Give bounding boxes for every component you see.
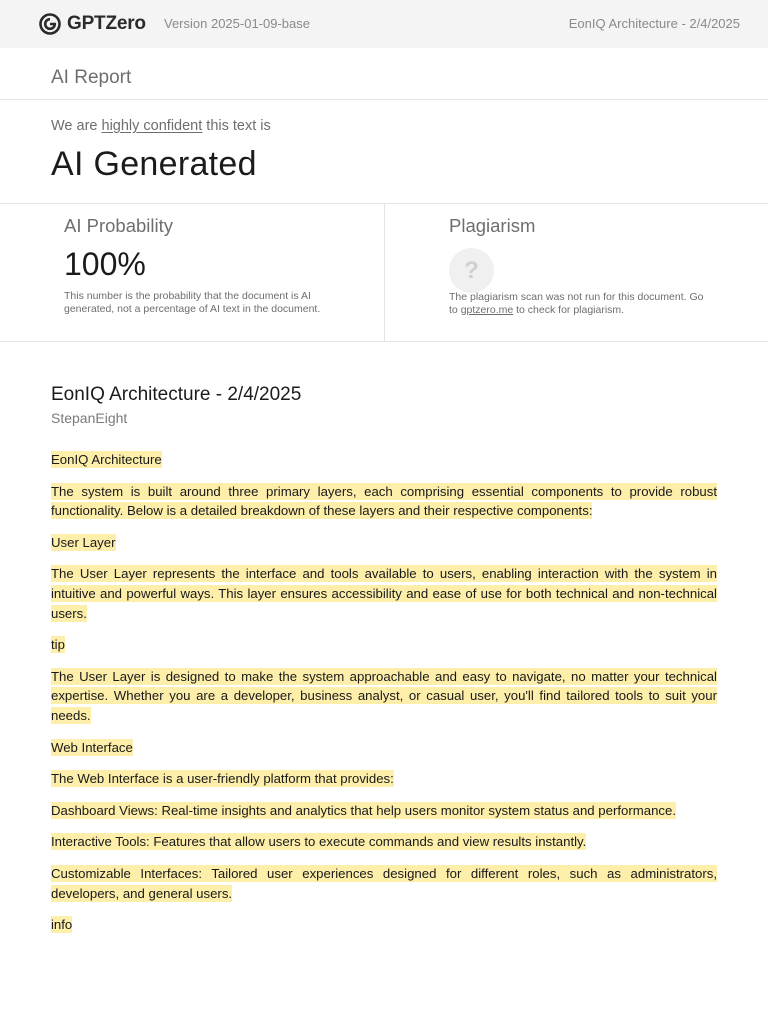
highlighted-paragraph: The User Layer represents the interface and tools available to users, enabling interaction with the system in intuitive and powerful ways. This layer ensures accessibility and ease of use for both technical and non-technical users. (51, 566, 717, 621)
divider (0, 341, 768, 342)
highlighted-paragraph: info (51, 917, 73, 933)
document-author: StepanEight (51, 410, 128, 426)
header-document-title: EonIQ Architecture - 2/4/2025 (568, 16, 740, 31)
top-bar (0, 0, 768, 48)
highlighted-paragraph: Customizable Interfaces: Tailored user experiences designed for different roles, such as administrators, developers, and general users. (51, 865, 717, 901)
gptzero-logo-icon (38, 12, 62, 36)
document-title: EonIQ Architecture - 2/4/2025 (51, 384, 302, 405)
plagiarism-note-text: The plagiarism scan was not run for this document. Go to (449, 291, 704, 316)
highlighted-paragraph: EonIQ Architecture (51, 452, 162, 467)
logo-text: GPTZero (67, 13, 146, 34)
plagiarism-note-suffix: to check for plagiarism. (513, 304, 625, 316)
report-label: AI Report (51, 67, 132, 88)
divider (0, 99, 768, 100)
highlighted-paragraph: Interactive Tools: Features that allow users to execute commands and view results instantly. (51, 834, 587, 850)
gptzero-logo[interactable] (38, 12, 146, 36)
panel-divider (384, 204, 385, 341)
highlighted-paragraph: Web Interface (51, 739, 133, 755)
plagiarism-note (449, 291, 711, 317)
version-label: Version 2025-01-09-base (164, 16, 310, 31)
highlighted-paragraph: Dashboard Views: Real-time insights and analytics that help users monitor system status and performance. (51, 802, 676, 818)
confidence-prefix: We are (51, 118, 102, 134)
gptzero-link[interactable]: gptzero.me (460, 304, 514, 316)
confidence-statement (51, 118, 271, 134)
ai-probability-note: This number is the probability that the document is AI generated, not a percentage of AI text in the document. (64, 290, 321, 315)
confidence-level-link[interactable]: highly confident (101, 118, 203, 134)
highlighted-paragraph: The Web Interface is a user-friendly platform that provides: (51, 771, 394, 787)
ai-probability-title: AI Probability (64, 215, 173, 236)
highlighted-paragraph: User Layer (51, 534, 116, 550)
highlighted-paragraph: tip (51, 637, 65, 653)
document-content (51, 450, 717, 947)
verdict: AI Generated (51, 145, 257, 183)
ai-probability-value: 100% (64, 246, 146, 282)
highlighted-paragraph: The User Layer is designed to make the system approachable and easy to navigate, no matter your technical expertise. Whether you are a developer, business analyst, or casual user, you'll find tailored tools to suit your needs. (51, 668, 717, 723)
confidence-suffix: this text is (202, 118, 271, 134)
highlighted-paragraph: The system is built around three primary layers, each comprising essential components to provide robust functionality. Below is a detailed breakdown of these layers and their respective components: (51, 483, 717, 519)
plagiarism-title: Plagiarism (449, 215, 536, 236)
question-mark-icon: ? (449, 248, 494, 293)
